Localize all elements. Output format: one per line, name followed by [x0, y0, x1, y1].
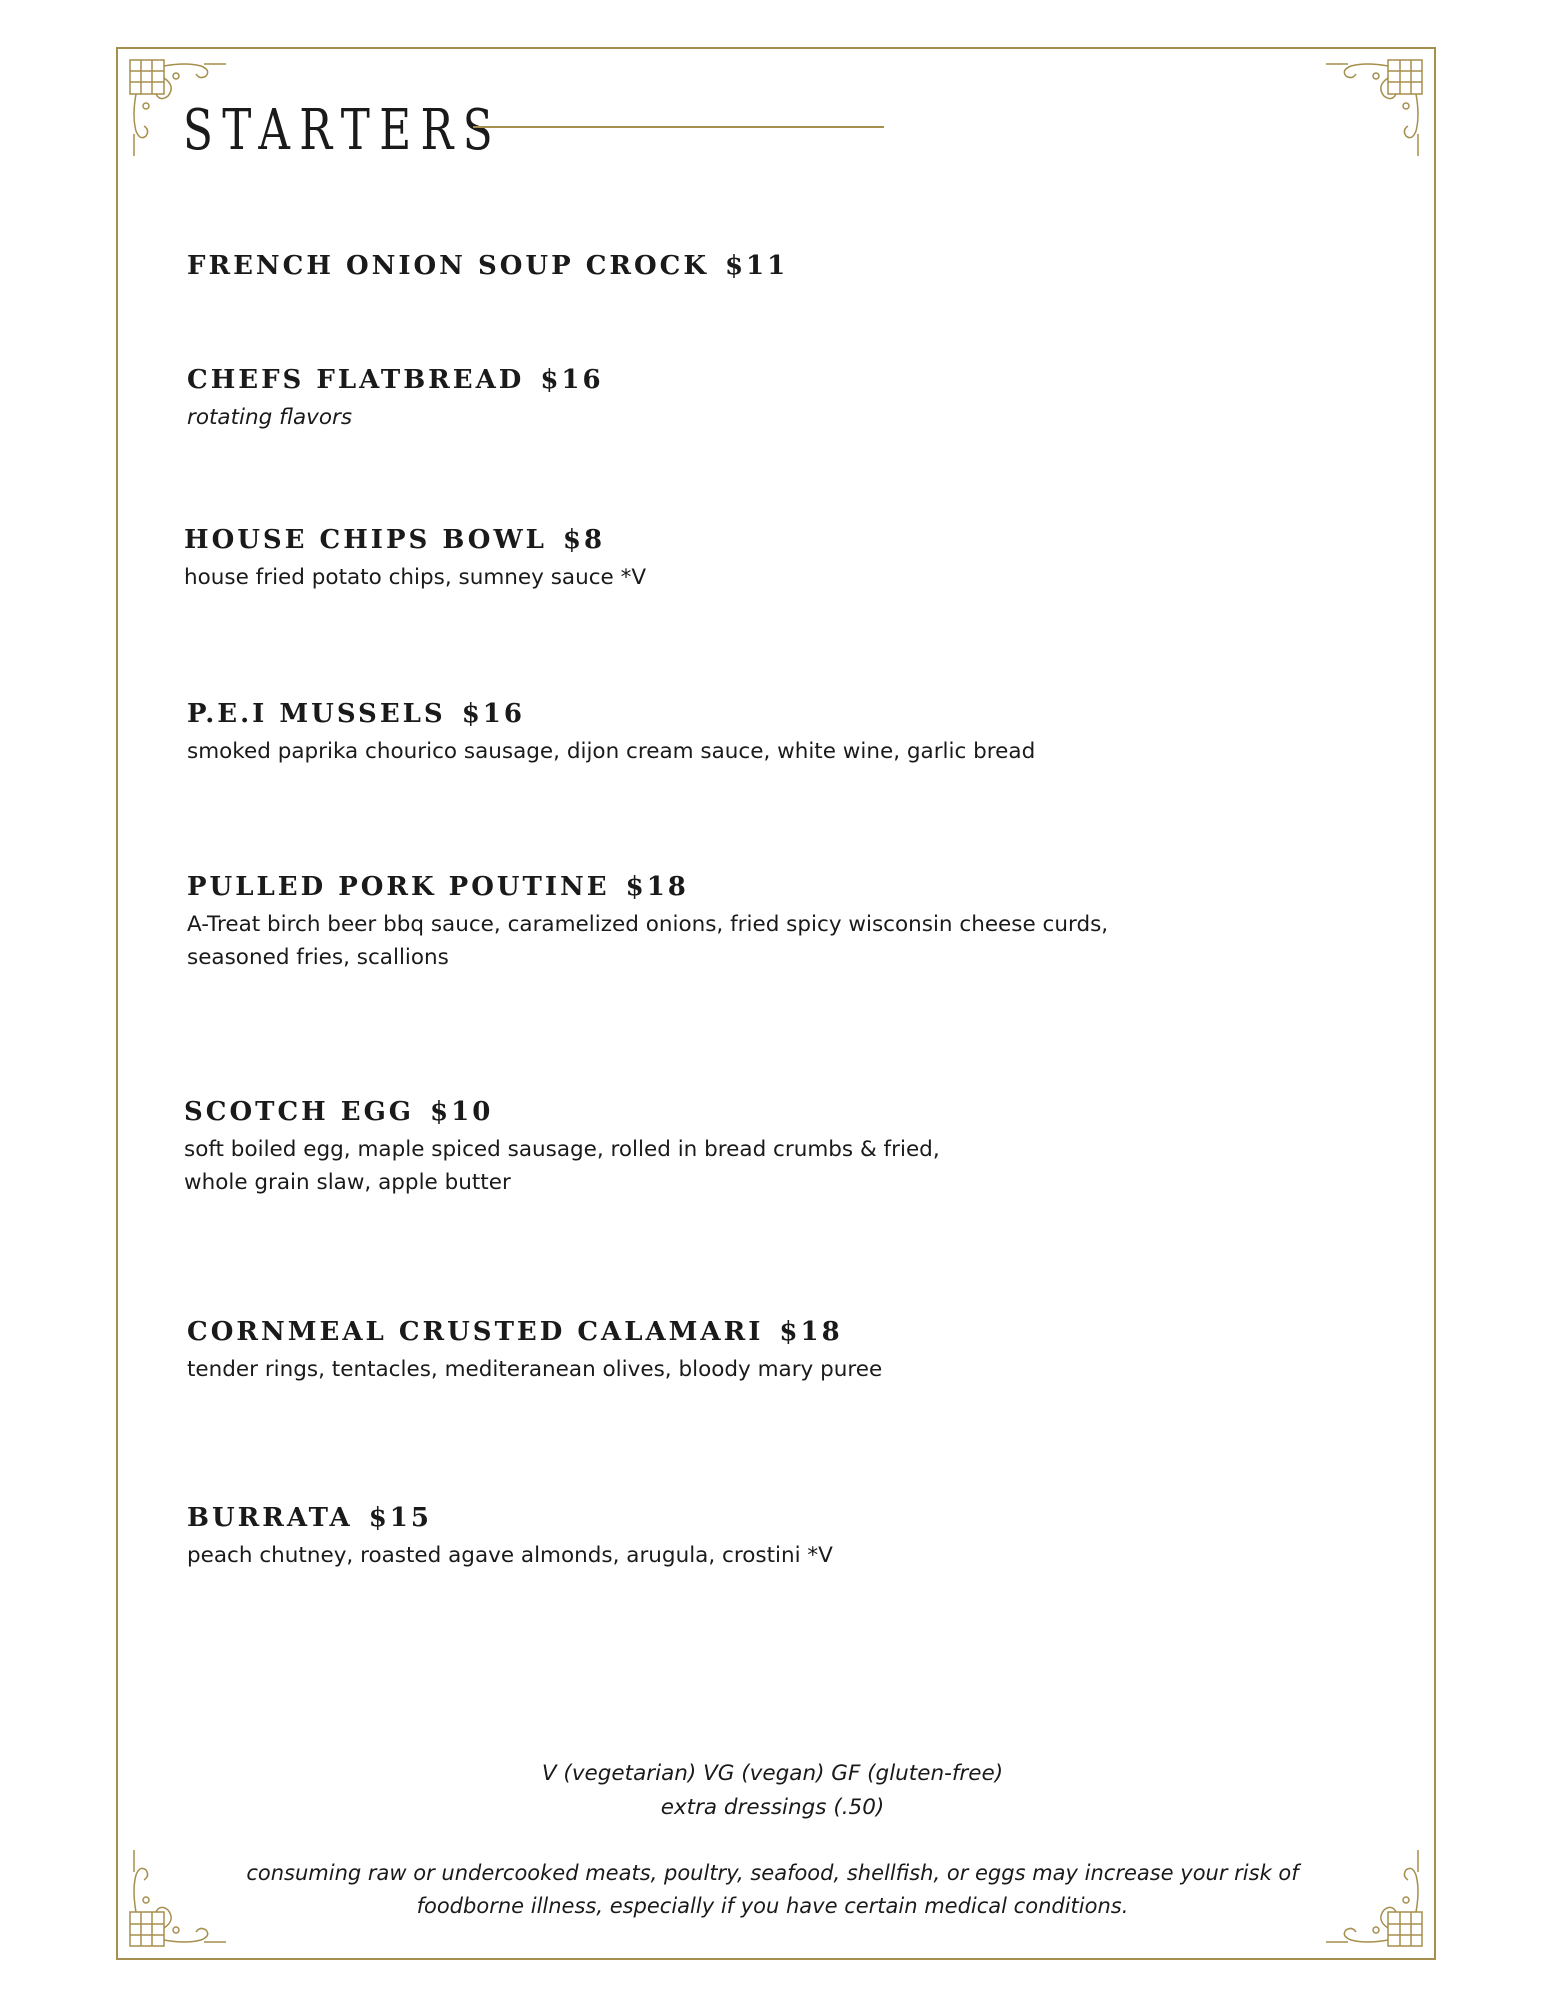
menu-item-title: FRENCH ONION SOUP CROCK [187, 251, 709, 281]
menu-item-title: CHEFS FLATBREAD [187, 365, 525, 395]
menu-item-price: $10 [430, 1097, 494, 1127]
menu-item [184, 1095, 940, 1199]
menu-item-name [187, 249, 788, 283]
menu-item-description-line2: whole grain slaw, apple butter [184, 1170, 511, 1195]
menu-item-title: P.E.I MUSSELS [187, 699, 446, 729]
menu-item-name [187, 697, 1035, 731]
menu-item [187, 363, 604, 434]
menu-item-price: $11 [724, 251, 789, 281]
menu-item-description: smoked paprika chourico sausage, dijon cream sauce, white wine, garlic bread [187, 739, 1036, 764]
menu-item-price: $16 [540, 365, 604, 395]
section-title: STARTERS [183, 98, 503, 163]
menu-item-description: soft boiled egg, maple spiced sausage, rolled in bread crumbs & fried, [184, 1137, 940, 1162]
menu-item-title: BURRATA [187, 1503, 353, 1533]
menu-item-description: tender rings, tentacles, mediteranean olives, bloody mary puree [187, 1357, 883, 1382]
menu-item-name [187, 1315, 882, 1349]
menu-item-title: HOUSE CHIPS BOWL [184, 525, 547, 555]
menu-item [184, 523, 646, 594]
menu-border-frame [116, 47, 1436, 1960]
menu-item-price: $18 [779, 1317, 843, 1347]
disclaimer-line: foodborne illness, especially if you have certain medical conditions. [416, 1894, 1129, 1918]
menu-item-description: house fried potato chips, sumney sauce *V [184, 565, 647, 590]
dietary-legend-text: V (vegetarian) VG (vegan) GF (gluten-free) [541, 1761, 1004, 1786]
menu-item-title: PULLED PORK POUTINE [187, 872, 610, 902]
title-divider [473, 126, 884, 128]
menu-item-price: $18 [625, 872, 689, 902]
ornament-corner-top-right-icon [1316, 56, 1426, 166]
menu-item-name [184, 523, 646, 557]
menu-item [187, 1501, 833, 1572]
menu-item-price: $8 [562, 525, 606, 555]
menu-item-description: rotating flavors [187, 405, 353, 430]
menu-item [187, 870, 1108, 974]
menu-item-description: peach chutney, roasted agave almonds, arugula, crostini *V [187, 1543, 833, 1568]
menu-item-title: CORNMEAL CRUSTED CALAMARI [187, 1317, 764, 1347]
menu-item-name [184, 1095, 940, 1129]
menu-item-price: $16 [461, 699, 525, 729]
menu-item-name [187, 870, 1108, 904]
menu-item-name [187, 363, 604, 397]
menu-item-price: $15 [368, 1503, 432, 1533]
menu-item [187, 1315, 882, 1386]
dietary-legend [0, 1757, 1545, 1825]
extra-dressings-note: extra dressings (.50) [660, 1795, 885, 1820]
food-safety-disclaimer [210, 1857, 1335, 1923]
menu-item-description: A-Treat birch beer bbq sauce, caramelized onions, fried spicy wisconsin cheese curds, [187, 912, 1109, 937]
menu-item [187, 697, 1035, 768]
menu-item-title: SCOTCH EGG [184, 1097, 415, 1127]
disclaimer-line: consuming raw or undercooked meats, poultry, seafood, shellfish, or eggs may increase your risk of [246, 1861, 1299, 1885]
menu-item-name [187, 1501, 833, 1535]
menu-item [187, 249, 788, 283]
menu-item-description-line2: seasoned fries, scallions [187, 945, 449, 970]
